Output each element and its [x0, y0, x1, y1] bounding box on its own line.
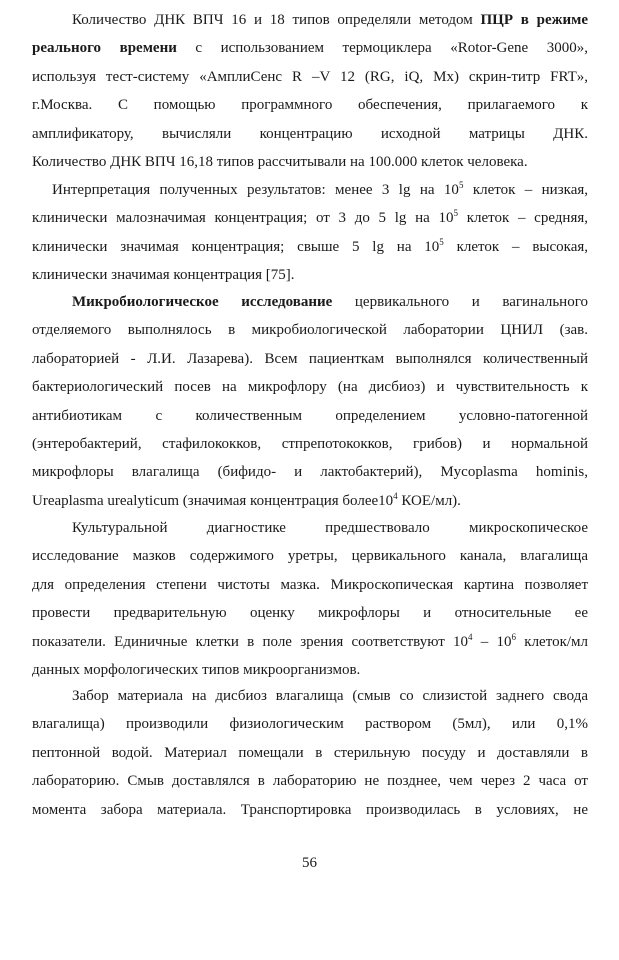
superscript: 4: [393, 490, 398, 501]
text-span: Ureaplasma urealyticum (значимая концентрация более10: [32, 492, 394, 509]
paragraph-interpretation: [32, 176, 588, 290]
text-span: клеток – высокая,: [443, 238, 589, 255]
bold-term: реального времени: [32, 40, 177, 57]
text-line: момента забора материала. Транспортировка производилась в условиях, не: [32, 801, 588, 818]
text-span: показатели. Единичные клетки в поле зрения соответствуют 10: [32, 633, 469, 650]
text-line: Количество ДНК ВПЧ 16,18 типов рассчитывали на 100.000 клеток человека.: [32, 154, 528, 171]
text-line: используя тест-систему «АмплиСенс R –V 12 (RG, iQ, Mx) скрин-титр FRT»,: [32, 68, 588, 85]
paragraph-microbiology: [32, 288, 588, 515]
text-line: г.Москва. С помощью программного обеспечения, прилагаемого к: [32, 97, 588, 114]
text-line: исследование мазков содержимого уретры, цервикального канала, влагалища: [32, 548, 588, 565]
paragraph-pcr-method: [32, 6, 588, 176]
text-line: [32, 514, 588, 542]
superscript: 6: [511, 631, 517, 642]
text-line: бактериологический посев на микрофлору (на дисбиоз) и чувствительность к: [32, 379, 588, 396]
text-span: – 10: [472, 633, 512, 650]
text-line: антибиотикам с количественным определением условно-патогенной: [32, 407, 588, 424]
text-span: с использованием термоциклера «Rotor-Gene 3000»,: [176, 40, 588, 57]
text-line: влагалища) производили физиологическим раствором (5мл), или 0,1%: [32, 716, 588, 733]
text-line: амплификатору, вычисляли концентрацию исходной матрицы ДНК.: [32, 125, 588, 142]
bold-term: Микробиологическое исследование: [72, 294, 333, 310]
paragraph-sampling: [32, 682, 588, 824]
text-line: [32, 176, 588, 204]
superscript: 4: [468, 631, 473, 642]
text-span: КОЕ/мл).: [397, 492, 461, 509]
text-line: лабораторией - Л.И. Лазарева). Всем пациенткам выполнялся количественный: [32, 350, 588, 367]
text-line: провести предварительную оценку микрофлоры и относительные ее: [32, 605, 588, 622]
text-line: [32, 487, 588, 515]
text-span: Забор материала на дисбиоз влагалища (смыв со слизистой заднего свода: [72, 688, 588, 704]
bold-term: ПЦР в режиме: [480, 12, 588, 28]
text-line: пептонной водой. Материал помещали в стерильную посуду и доставляли в: [32, 744, 588, 761]
text-line: клинически значимая концентрация [75].: [32, 267, 295, 284]
text-span: Культуральной диагностике предшествовало микроскопическое: [72, 520, 588, 536]
text-span: Количество ДНК ВПЧ 16 и 18 типов определяли методом: [72, 12, 481, 28]
text-span: клинически малозначимая концентрация; от 3 до 5 lg на 10: [32, 210, 454, 227]
text-line: [32, 6, 588, 34]
text-line: [32, 288, 588, 316]
text-span: Интерпретация полученных результатов: менее 3 lg на 10: [52, 182, 459, 198]
text-line: (энтеробактерий, стафилококков, стпрепотококков, грибов) и нормальной: [32, 436, 588, 453]
text-span: клеток – низкая,: [463, 182, 588, 198]
text-line: [32, 233, 588, 261]
text-span: клеток – средняя,: [458, 210, 588, 227]
page-number: 56: [302, 855, 317, 871]
text-span: клеток/мл: [516, 633, 589, 650]
text-line: для определения степени чистоты мазка. Микроскопическая картина позволяет: [32, 576, 588, 593]
text-line: лабораторию. Смыв доставлялся в лабораторию не позднее, чем через 2 часа от: [32, 773, 588, 790]
superscript: 5: [439, 236, 444, 247]
text-line: [32, 204, 588, 232]
text-line: [32, 682, 588, 710]
paragraph-microscopy: [32, 514, 588, 684]
text-line: [32, 628, 588, 656]
text-line: [32, 34, 588, 62]
text-span: клинически значимая концентрация; свыше 5 lg на 10: [32, 238, 440, 255]
text-line: данных морфологических типов микроорганизмов.: [32, 662, 361, 679]
superscript: 5: [453, 208, 458, 219]
superscript: 5: [458, 180, 464, 190]
text-span: цервикального и вагинального: [332, 294, 588, 310]
text-line: микрофлоры влагалища (бифидо- и лактобактерий), Mycoplasma hominis,: [32, 464, 588, 481]
text-line: отделяемого выполнялось в микробиологической лаборатории ЦНИЛ (зав.: [32, 322, 588, 339]
